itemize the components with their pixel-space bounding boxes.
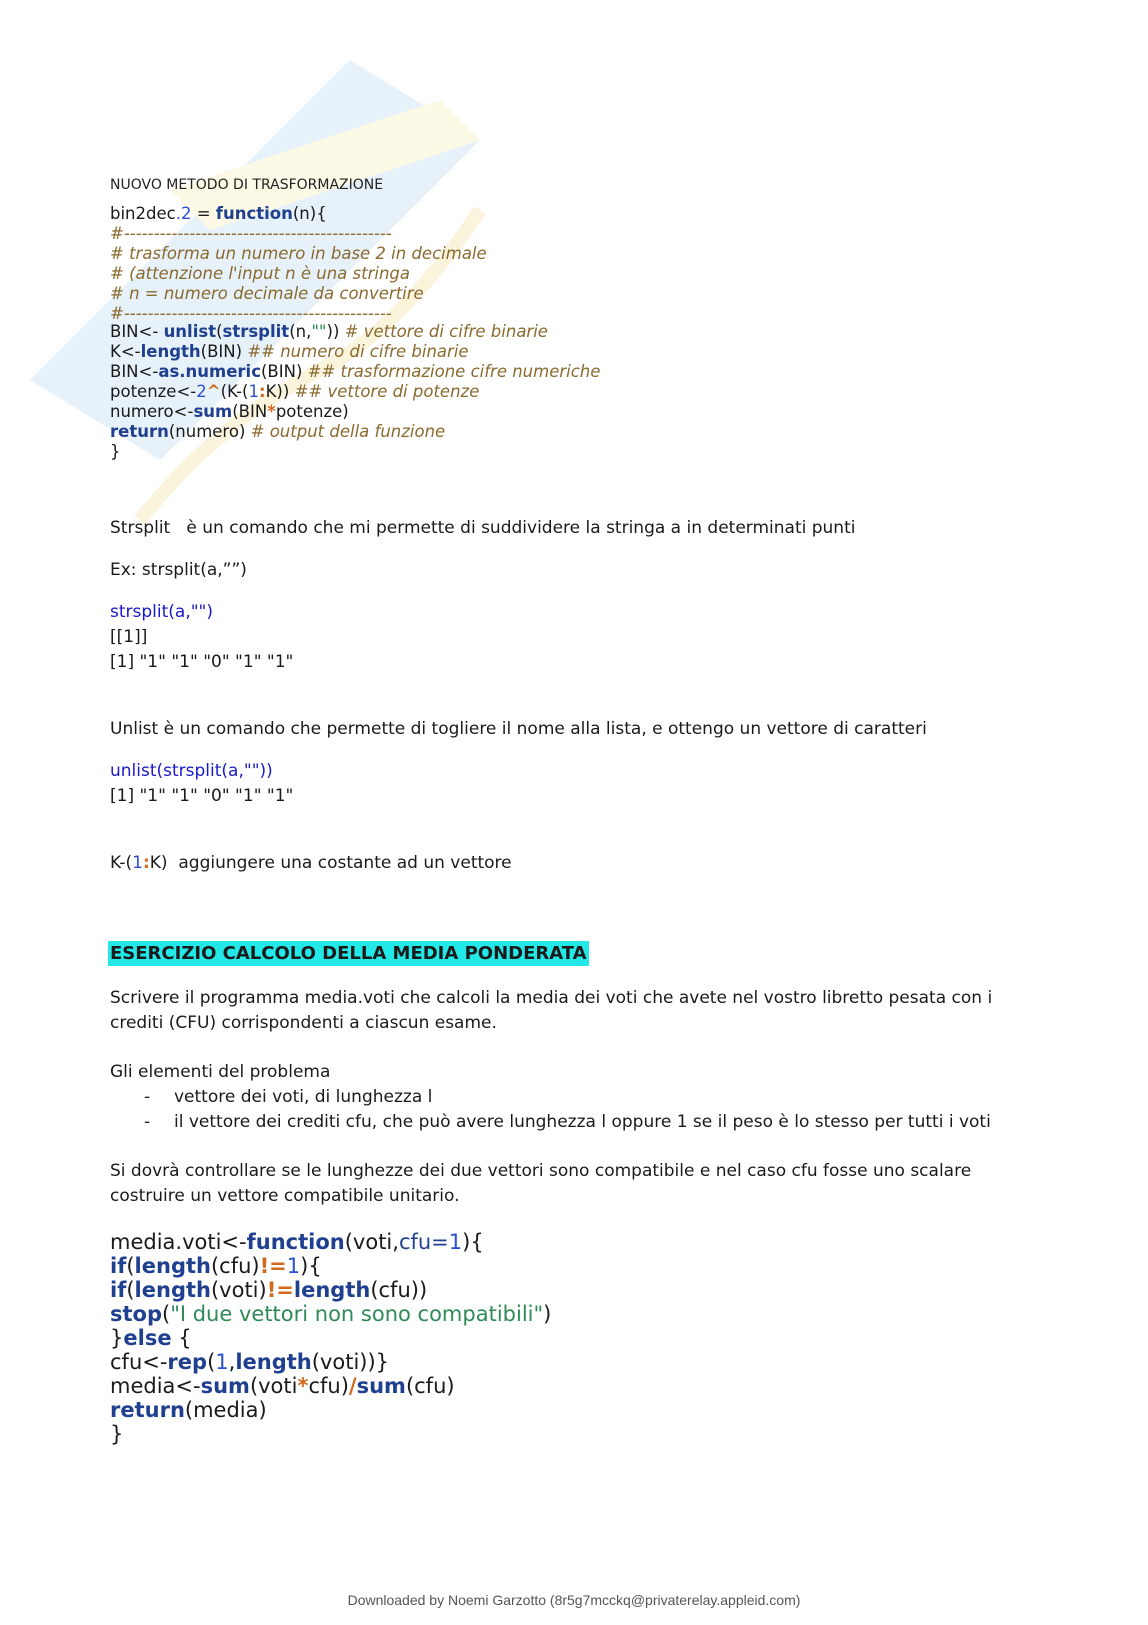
code-line: BIN<-as.numeric(BIN) ## trasformazione cifre numeriche — [110, 362, 601, 381]
code-line: bin2dec.2 = function(n){ — [110, 204, 327, 223]
code-line: } — [110, 442, 121, 461]
section-title: ESERCIZIO CALCOLO DELLA MEDIA PONDERATA — [110, 943, 587, 964]
list-item: vettore dei voti, di lunghezza l — [174, 1087, 433, 1107]
code-line: media<-sum(voti*cfu)/sum(cfu) — [110, 1374, 455, 1398]
paragraph-task: crediti (CFU) corrispondenti a ciascun esame. — [110, 1013, 497, 1033]
code-line: # trasforma un numero in base 2 in decimale — [110, 244, 487, 263]
code-line: numero<-sum(BIN*potenze) — [110, 402, 349, 421]
code-line: BIN<- unlist(strsplit(n,"")) # vettore di cifre binarie — [110, 322, 548, 341]
code-line: return(numero) # output della funzione — [110, 422, 446, 441]
output-command: strsplit(a,"") — [110, 602, 213, 622]
output-line: [[1]] — [110, 627, 148, 647]
code-line: return(media) — [110, 1398, 267, 1422]
code-line: potenze<-2^(K-(1:K)) ## vettore di potenze — [110, 382, 480, 401]
code-line: } — [110, 1422, 124, 1446]
paragraph-unlist: Unlist è un comando che permette di togliere il nome alla lista, e ottengo un vettore di caratteri — [110, 719, 927, 739]
code-line: K<-length(BIN) ## numero di cifre binarie — [110, 342, 469, 361]
paragraph-k-vector: K-(1:K) aggiungere una costante ad un vettore — [110, 853, 512, 873]
paragraph-check: Si dovrà controllare se le lunghezze dei due vettori sono compatibile e nel caso cfu fosse uno scalare — [110, 1161, 972, 1181]
code-line: if(length(cfu)!=1){ — [110, 1254, 322, 1278]
output-line: [1] "1" "1" "0" "1" "1" — [110, 786, 294, 806]
code-line: cfu<-rep(1,length(voti))} — [110, 1350, 390, 1374]
output-command: unlist(strsplit(a,"")) — [110, 761, 273, 781]
code-line: # (attenzione l'input n è una stringa — [110, 264, 411, 283]
paragraph-check: costruire un vettore compatibile unitario. — [110, 1186, 460, 1206]
code-line: if(length(voti)!=length(cfu)) — [110, 1278, 428, 1302]
method-heading: NUOVO METODO DI TRASFORMAZIONE — [110, 177, 384, 193]
code-line: stop("I due vettori non sono compatibili") — [110, 1302, 552, 1326]
download-footer: Downloaded by Noemi Garzotto (8r5g7mcckq@privaterelay.appleid.com) — [347, 1592, 801, 1608]
paragraph-task: Scrivere il programma media.voti che calcoli la media dei voti che avete nel vostro libretto pesata con i — [110, 988, 993, 1008]
output-line: [1] "1" "1" "0" "1" "1" — [110, 652, 294, 672]
list-item: il vettore dei crediti cfu, che può avere lunghezza l oppure 1 se il peso è lo stesso per tutti i voti — [174, 1112, 991, 1132]
code-line: #--------------------------------------------- — [110, 304, 392, 323]
bullet-marker: - — [144, 1112, 151, 1132]
paragraph-elements: Gli elementi del problema — [110, 1062, 331, 1082]
code-line: # n = numero decimale da convertire — [110, 284, 424, 303]
paragraph-strsplit: Strsplit è un comando che mi permette di suddividere la stringa a in determinati punti — [110, 518, 856, 538]
code-line: #--------------------------------------------- — [110, 224, 392, 243]
bullet-marker: - — [144, 1087, 151, 1107]
paragraph-example: Ex: strsplit(a,””) — [110, 560, 247, 580]
code-line: media.voti<-function(voti,cfu=1){ — [110, 1230, 484, 1254]
code-line: }else { — [110, 1326, 192, 1350]
